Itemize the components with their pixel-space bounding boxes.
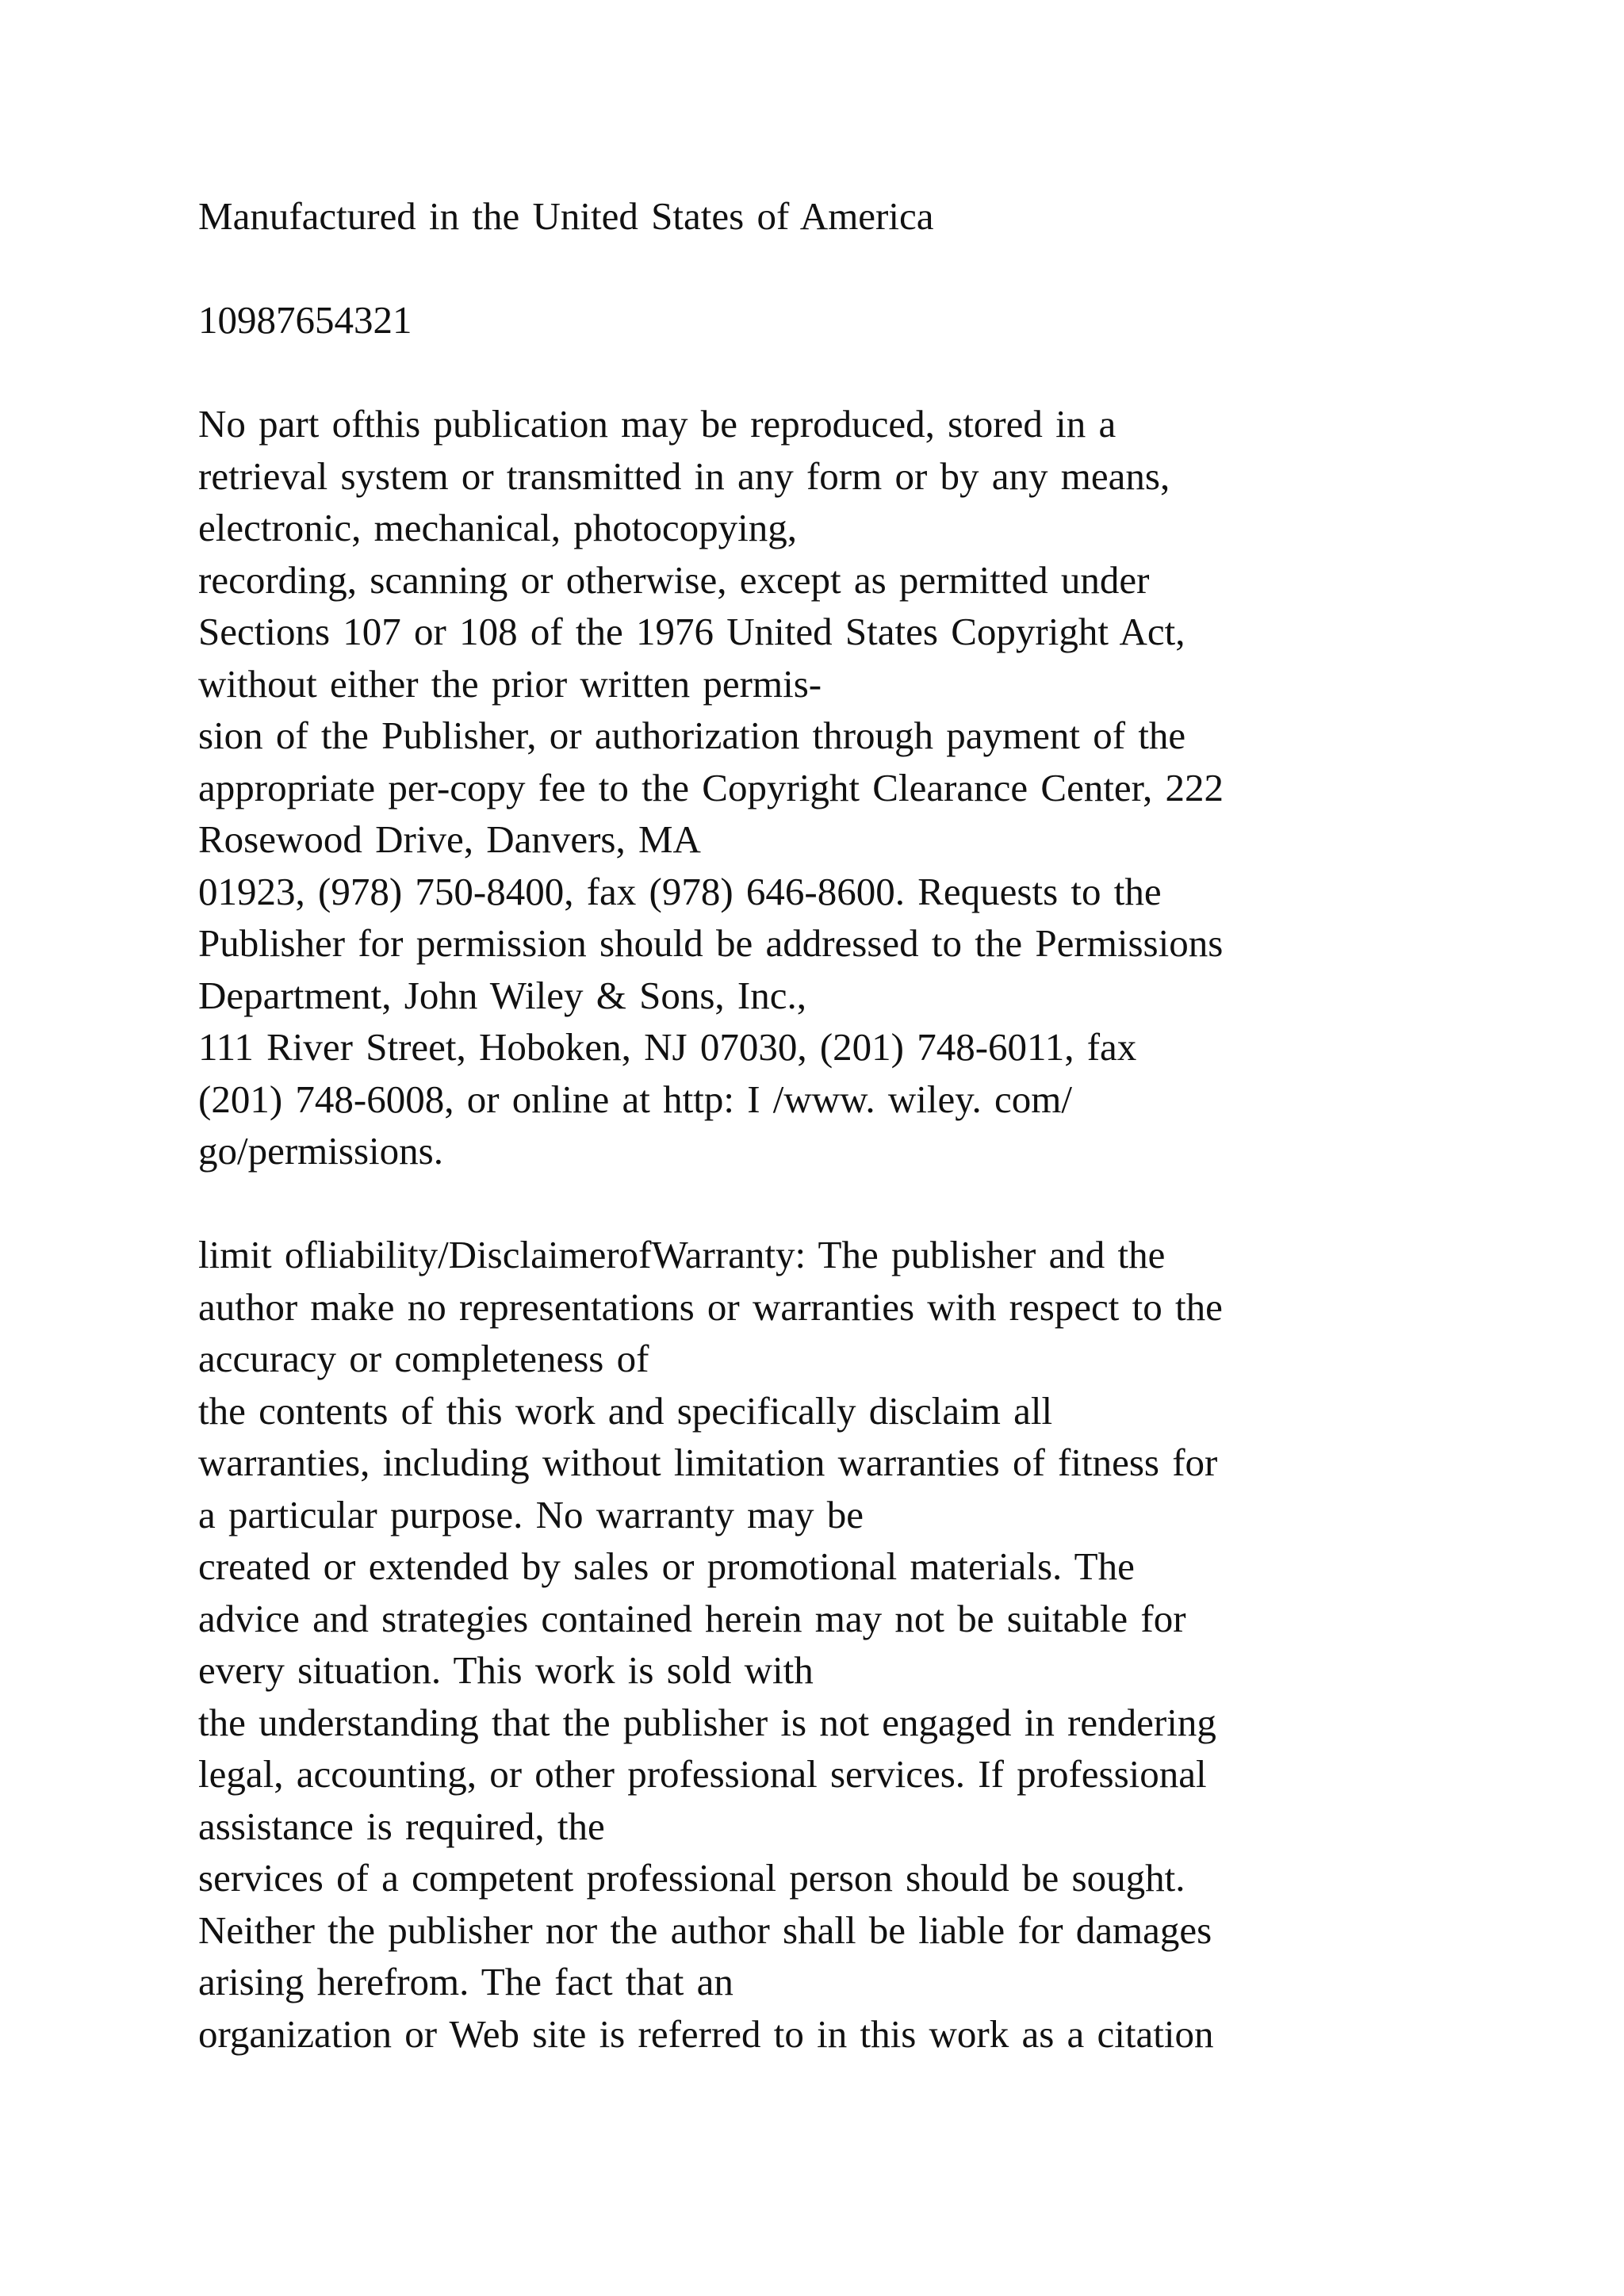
text-line: electronic, mechanical, photocopying, [198, 506, 797, 549]
text-line: the contents of this work and specifically disclaim all [198, 1388, 1053, 1433]
text-line: author make no representations or warranties with respect to the [198, 1284, 1223, 1329]
text-line: Rosewood Drive, Danvers, MA [198, 817, 701, 861]
text-line: recording, scanning or otherwise, except as permitted under [198, 557, 1150, 602]
copyright-page [198, 190, 1515, 2060]
text-line: accuracy or completeness of [198, 1337, 649, 1380]
text-line: without either the prior written permis- [198, 661, 822, 706]
spacer [198, 1177, 1515, 1230]
text-line: Department, John Wiley & Sons, Inc., [198, 973, 806, 1017]
text-line: 01923, (978) 750-8400, fax (978) 646-8600. Requests to the [198, 869, 1162, 913]
text-line: Sections 107 or 108 of the 1976 United States Copyright Act, [198, 610, 1185, 653]
text-line: sion of the Publisher, or authorization through payment of the [198, 714, 1186, 757]
text-line: created or extended by sales or promotional materials. The [198, 1544, 1135, 1588]
manufactured-statement [198, 190, 1515, 243]
disclaimer-paragraph [198, 1229, 1515, 2060]
manufactured-line: Manufactured in the United States of America [198, 194, 934, 238]
text-line: No part ofthis publication may be reproduced, stored in a [198, 402, 1116, 446]
printing-line-block [198, 294, 1515, 346]
text-line: organization or Web site is referred to in this work as a citation [198, 2011, 1214, 2056]
text-line: assistance is required, the [198, 1804, 605, 1848]
text-line: Neither the publisher nor the author shall be liable for damages [198, 1908, 1212, 1952]
text-line: advice and strategies contained herein may not be suitable for [198, 1596, 1186, 1640]
text-line: (201) 748-6008, or online at http: I /www. wiley. com/ [198, 1077, 1073, 1121]
text-line: Publisher for permission should be addressed to the Permissions [198, 921, 1224, 965]
text-line: 111 River Street, Hoboken, NJ 07030, (201) 748-6011, fax [198, 1025, 1137, 1069]
text-line: the understanding that the publisher is not engaged in rendering [198, 1700, 1216, 1744]
spacer [198, 243, 1515, 295]
text-line: retrieval system or transmitted in any form or by any means, [198, 453, 1170, 498]
copyright-paragraph [198, 398, 1515, 1177]
text-line: arising herefrom. The fact that an [198, 1960, 733, 2003]
spacer [198, 346, 1515, 399]
text-line: a particular purpose. No warranty may be [198, 1492, 864, 1536]
text-line: appropriate per-copy fee to the Copyright Clearance Center, 222 [198, 765, 1224, 809]
text-line: legal, accounting, or other professional services. If professional [198, 1752, 1207, 1796]
printing-line: 10987654321 [198, 298, 412, 342]
text-line: limit ofliability/DisclaimerofWarranty: The publisher and the [198, 1233, 1166, 1276]
text-line: warranties, including without limitation warranties of fitness for [198, 1441, 1218, 1484]
text-line: go/permissions. [198, 1129, 443, 1173]
text-line: every situation. This work is sold with [198, 1648, 814, 1692]
text-line: services of a competent professional person should be sought. [198, 1856, 1185, 1900]
